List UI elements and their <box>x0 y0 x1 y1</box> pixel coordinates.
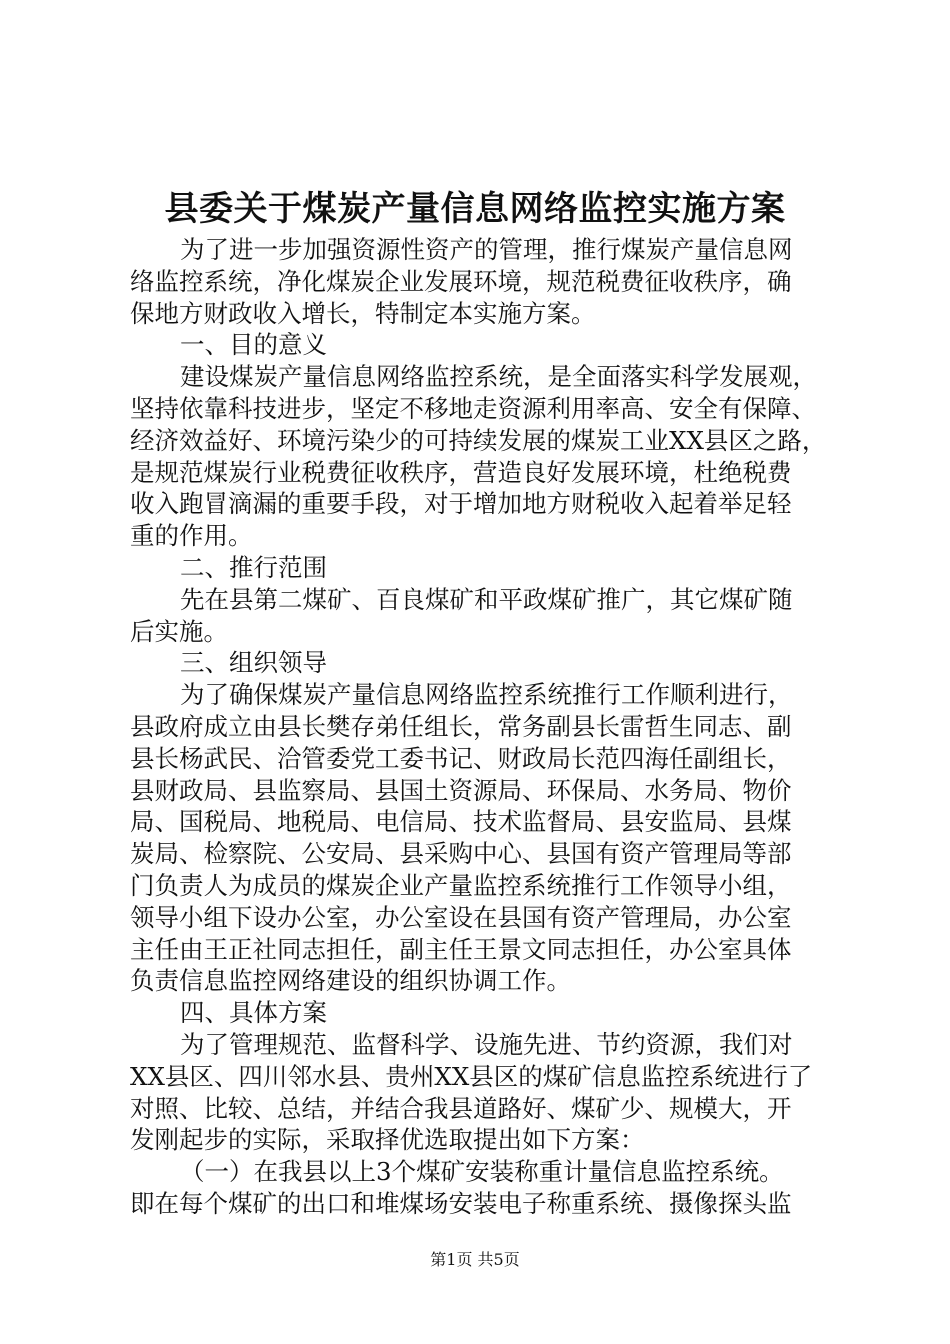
text-line: 县政府成立由县长樊存弟任组长，常务副县长雷哲生同志、副 <box>130 711 792 741</box>
section-heading-leadership: 三、组织领导 <box>180 648 327 678</box>
text-line: 领导小组下设办公室，办公室设在县国有资产管理局，办公室 <box>130 902 792 932</box>
text-line: 局、国税局、地税局、电信局、技术监督局、县安监局、县煤 <box>130 807 792 837</box>
text-line: 后实施。 <box>130 616 228 646</box>
text-line: 收入跑冒滴漏的重要手段，对于增加地方财税收入起着举足轻 <box>130 489 792 519</box>
subsection-heading: （一）在我县以上3个煤矿安装称重计量信息监控系统。 <box>180 1157 784 1187</box>
page-footer: 第1页 共5页 <box>430 1250 520 1269</box>
text-line: 县长杨武民、洽管委党工委书记、财政局长范四海任副组长， <box>130 743 792 773</box>
text-line: 为了管理规范、监督科学、设施先进、节约资源，我们对 <box>180 1029 793 1059</box>
text-line: 发刚起步的实际，采取择优选取提出如下方案： <box>130 1125 645 1155</box>
text-line: XX县区、四川邻水县、贵州XX县区的煤矿信息监控系统进行了 <box>130 1061 813 1091</box>
text-line: 先在县第二煤矿、百良煤矿和平政煤矿推广，其它煤矿随 <box>180 584 793 614</box>
text-line: 负责信息监控网络建设的组织协调工作。 <box>130 966 571 996</box>
text-line: 重的作用。 <box>130 521 253 551</box>
section-heading-scope: 二、推行范围 <box>180 552 327 582</box>
text-line: 县财政局、县监察局、县国土资源局、环保局、水务局、物价 <box>130 775 792 805</box>
text-line: 经济效益好、环境污染少的可持续发展的煤炭工业XX县区之路， <box>130 425 827 455</box>
text-line: 是规范煤炭行业税费征收秩序，营造良好发展环境，杜绝税费 <box>130 457 792 487</box>
text-line: 坚持依靠科技进步，坚定不移地走资源利用率高、安全有保障、 <box>130 393 816 423</box>
text-line: 络监控系统，净化煤炭企业发展环境，规范税费征收秩序，确 <box>130 266 792 296</box>
text-line: 为了确保煤炭产量信息网络监控系统推行工作顺利进行， <box>180 680 793 710</box>
section-heading-plan: 四、具体方案 <box>180 998 327 1028</box>
text-line: 主任由王正社同志担任，副主任王景文同志担任，办公室具体 <box>130 934 792 964</box>
section-heading-purpose: 一、目的意义 <box>180 330 327 360</box>
text-line: 门负责人为成员的煤炭企业产量监控系统推行工作领导小组， <box>130 870 792 900</box>
text-line: 保地方财政收入增长，特制定本实施方案。 <box>130 298 596 328</box>
document-title: 县委关于煤炭产量信息网络监控实施方案 <box>164 189 786 229</box>
text-line: 炭局、检察院、公安局、县采购中心、县国有资产管理局等部 <box>130 839 792 869</box>
document-body <box>130 234 830 1220</box>
text-line: 为了进一步加强资源性资产的管理，推行煤炭产量信息网 <box>180 235 793 264</box>
text-line: 建设煤炭产量信息网络监控系统，是全面落实科学发展观， <box>180 362 817 392</box>
text-line: 对照、比较、总结，并结合我县道路好、煤矿少、规模大，开 <box>130 1093 792 1123</box>
text-line: 即在每个煤矿的出口和堆煤场安装电子称重系统、摄像探头监 <box>130 1188 792 1218</box>
